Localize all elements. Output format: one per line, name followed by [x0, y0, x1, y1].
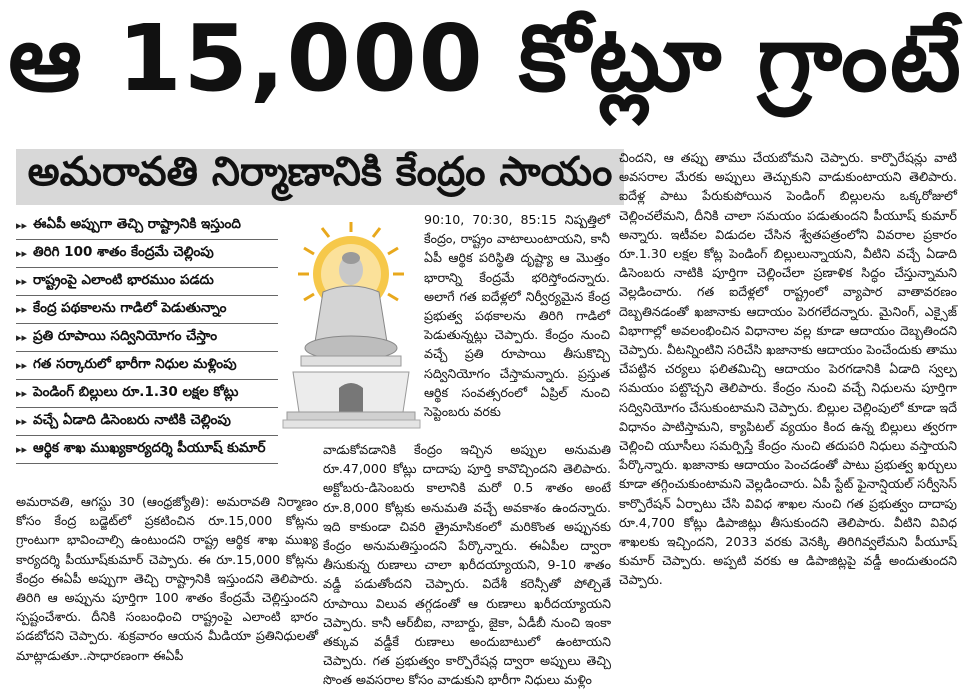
highlight-text: ప్రతి రూపాయి సద్వినియోగం చేస్తాం: [33, 328, 218, 344]
article-column-2-top: 90:10, 70:30, 85:15 నిష్పత్తిలో కేంద్రం, రాష్ట్రం వాటాలుంటాయని, కానీ ఏపీ ఆర్థిక పరిస్థితి దృష్ట్యా ఆ మొత్తం భారాన్ని కేంద్రమే భరిస్తోందన్నారు. అలాగే గత ఐదేళ్లలో నిర్వీర్యమైన కేంద్ర ప్రభుత్వ పథకాలను తిరిగి గాడిలో పెడుతున్నట్లు చెప్పారు. కేంద్రం నుంచి వచ్చే ప్రతి రూపాయి తీసుకొచ్చి సద్వినియోగం చేస్తామన్నారు. ప్రస్తుత ఆర్థిక సంవత్సరంలో ఏప్రిల్ నుంచి సెప్టెంబరు వరకు: [424, 212, 610, 420]
highlight-item: [16, 240, 278, 268]
highlight-item: [16, 380, 278, 408]
highlight-item: [16, 296, 278, 324]
subheadline: అమరావతి నిర్మాణానికి కేంద్రం సాయం: [27, 149, 613, 195]
highlight-item: [16, 352, 278, 380]
highlight-text: కేంద్ర పథకాలను గాడిలో పెడుతున్నాం: [33, 300, 227, 316]
headline: ఆ 15,000 కోట్లూ గ్రాంటే: [8, 5, 963, 112]
double-chevron-icon: ▸▸: [16, 303, 28, 316]
highlight-item: [16, 324, 278, 352]
highlight-text: ఈఏపీ అప్పుగా తెచ్చి రాష్ట్రానికి ఇస్తుంది: [33, 216, 241, 232]
double-chevron-icon: ▸▸: [16, 275, 28, 288]
highlights-list: [16, 212, 278, 464]
buddha-statue-icon: [283, 222, 420, 432]
double-chevron-icon: ▸▸: [16, 415, 28, 428]
article-column-1: అమరావతి, ఆగస్టు 30 (ఆంధ్రజ్యోతి): అమరావతి నిర్మాణం కోసం కేంద్ర బడ్జెట్‌లో ప్రకటించిన రూ.15,000 కోట్లను గ్రాంటుగా భావించాల్సి ఉంటుందని రాష్ట్ర ఆర్థిక శాఖ ముఖ్య కార్యదర్శి పీయూష్‌కుమార్ చెప్పారు. ఈ రూ.15,000 కోట్లను కేంద్రం ఈఏపీ అప్పుగా తెచ్చి రాష్ట్రానికి ఇస్తుందని తెలిపారు. తిరిగి ఆ అప్పును పూర్తిగా 100 శాతం కేంద్రమే చెల్లిస్తుందని స్పష్టంచేశారు. దీనికి సంబంధించి రాష్ట్రంపై ఎలాంటి భారం పడబోదని చెప్పారు. శుక్రవారం ఆయన మీడియా ప్రతినిధులతో మాట్లాడుతూ..సాధారణంగా ఈఏపీ: [16, 494, 318, 663]
buddha-statue-illustration: [283, 222, 420, 432]
double-chevron-icon: ▸▸: [16, 387, 28, 400]
highlight-item: [16, 436, 278, 464]
highlight-text: గత సర్కారులో భారీగా నిధుల మళ్లింపు: [33, 356, 237, 372]
highlight-item: [16, 212, 278, 240]
double-chevron-icon: ▸▸: [16, 359, 28, 372]
subheadline-box: [16, 149, 624, 205]
double-chevron-icon: ▸▸: [16, 443, 28, 456]
highlight-text: రాష్ట్రంపై ఎలాంటి భారముం పడదు: [33, 272, 214, 288]
highlight-text: ఆర్థిక శాఖ ముఖ్యకార్యదర్శి పీయూష్ కుమార్: [33, 440, 266, 456]
highlight-item: [16, 268, 278, 296]
double-chevron-icon: ▸▸: [16, 331, 28, 344]
highlight-item: [16, 408, 278, 436]
highlight-text: వచ్చే ఏడాది డిసెంబరు నాటికి చెల్లింపు: [33, 412, 231, 428]
highlight-text: పెండింగ్ బిల్లులు రూ.1.30 లక్షల కోట్లు: [33, 384, 239, 400]
double-chevron-icon: ▸▸: [16, 247, 28, 260]
article-column-3: చిందని, ఆ తప్పు తాము చేయబోమని చెప్పారు. కార్పొరేషన్లు వాటి అవసరాల మేరకు అప్పులు తెచ్చుకుని వాడుకుంటాయని తెలిపారు. ఐదేళ్ల పాటు పేరుకుపోయిన పెండింగ్ బిల్లులను ఒక్కరోజులో చెల్లించలేమని, దీనికి చాలా సమయం పడుతుందని పీయూష్ కుమార్ అన్నారు. ఇటీవల విడుదల చేసిన శ్వేతపత్రంలోని వివరాల ప్రకారం రూ.1.30 లక్షల కోట్ల పెండింగ్ బిల్లులున్నాయని, వీటిని వచ్చే ఏడాది డిసెంబరు నాటికి పూర్తిగా చెల్లించేలా ప్రణాళిక సిద్ధం చేస్తున్నామని వెల్లడించారు. గత ఐదేళ్లలో రాష్ట్రంలో వ్యాపార వాతావరణం దెబ్బతినడంతో ఖజానాకు ఆదాయం పెరగలేదన్నారు. మైనింగ్, ఎక్సైజ్ విభాగాల్లో అవలంభించిన విధానాల వల్ల కూడా ఆదాయం దెబ్బతిందని చెప్పారు. వీటన్నింటిని సరిచేసి ఖజానాకు ఆదాయం పెంచేందుకు తాము చేపట్టిన చర్యలు ఫలితమిచ్చి ఆదాయం పెరగడానికి ఏడాది స్వల్ప సమయం పట్టొచ్చని తెలిపారు. కేంద్రం నుంచి వచ్చే నిధులను పూర్తిగా సద్వినియోగం చేసుకుంటామని చెప్పారు. బిల్లుల చెల్లింపులో కూడా ఇదే విధానం పాటిస్తామని, క్యాపిటల్ వ్యయం కింద ఉన్న బిల్లులు త్వరగా చెల్లించి యూసీలు సమర్పిస్తే కేంద్రం నుంచి తదుపరి నిధులు వస్తాయని పేర్కొన్నారు. ఖజానాకు ఆదాయం పెంచడంతో పాటు ప్రభుత్వ ఖర్చులు కూడా తగ్గించుకుంటామని వెల్లడించారు. ఏపీ స్టేట్ ఫైనాన్షియల్ సర్వీసెస్ కార్పొరేషన్ ఏర్పాటు చేసి వివిధ శాఖల నుంచి గత ప్రభుత్వం దాదాపు రూ.4,700 కోట్లు డిపాజిట్లు తీసుకుందని తెలిపారు. వీటిని వివిధ శాఖలకు ఇచ్చిందని, 2033 వరకు వెనక్కి తిరిగివ్వలేమని పీయూష్ కుమార్ చెప్పారు. అప్పటి వరకు ఆ డిపాజిట్లపై వడ్డీ అందుతుందని చెప్పారు.: [619, 150, 957, 588]
double-chevron-icon: ▸▸: [16, 219, 28, 232]
highlight-text: తిరిగి 100 శాతం కేంద్రమే చెల్లింపు: [33, 244, 214, 260]
article-column-2-bottom: వాడుకోవడానికి కేంద్రం ఇచ్చిన అప్పుల అనుమతి రూ.47,000 కోట్లు దాదాపు పూర్తి కావొచ్చిందని తెలిపారు. అక్టోబరు-డిసెంబరు కాలానికి మరో 0.5 శాతం అంటే రూ.8,000 కోట్లకు అనుమతి వచ్చే అవకాశం ఉందన్నారు. ఇది కాకుండా చివరి త్రైమాసికంలో మరికొంత అప్పునకు కేంద్రం అనుమతిస్తుందని పేర్కొన్నారు. ఈఏపీల ద్వారా తీసుకున్న రుణాలు చాలా ఖరీదయ్యాయని, 9-10 శాతం వడ్డీ పడుతోందని చెప్పారు. విదేశీ కరెన్సీతో పోల్చితే రూపాయి విలువ తగ్గడంతో ఆ రుణాలు ఖరీదయ్యాయని చెప్పారు. కానీ ఆర్‌బీఐ, నాబార్డు, జైకా, ఏడీబీ నుంచి ఇంకా తక్కువ వడ్డీకే రుణాలు అందుబాటులో ఉంటాయని చెప్పారు. గత ప్రభుత్వం కార్పొరేషన్ల ద్వారా అప్పులు తెచ్చి సొంత అవసరాల కోసం వాడుకుని భారీగా నిధులు మళ్లిం: [323, 442, 611, 688]
